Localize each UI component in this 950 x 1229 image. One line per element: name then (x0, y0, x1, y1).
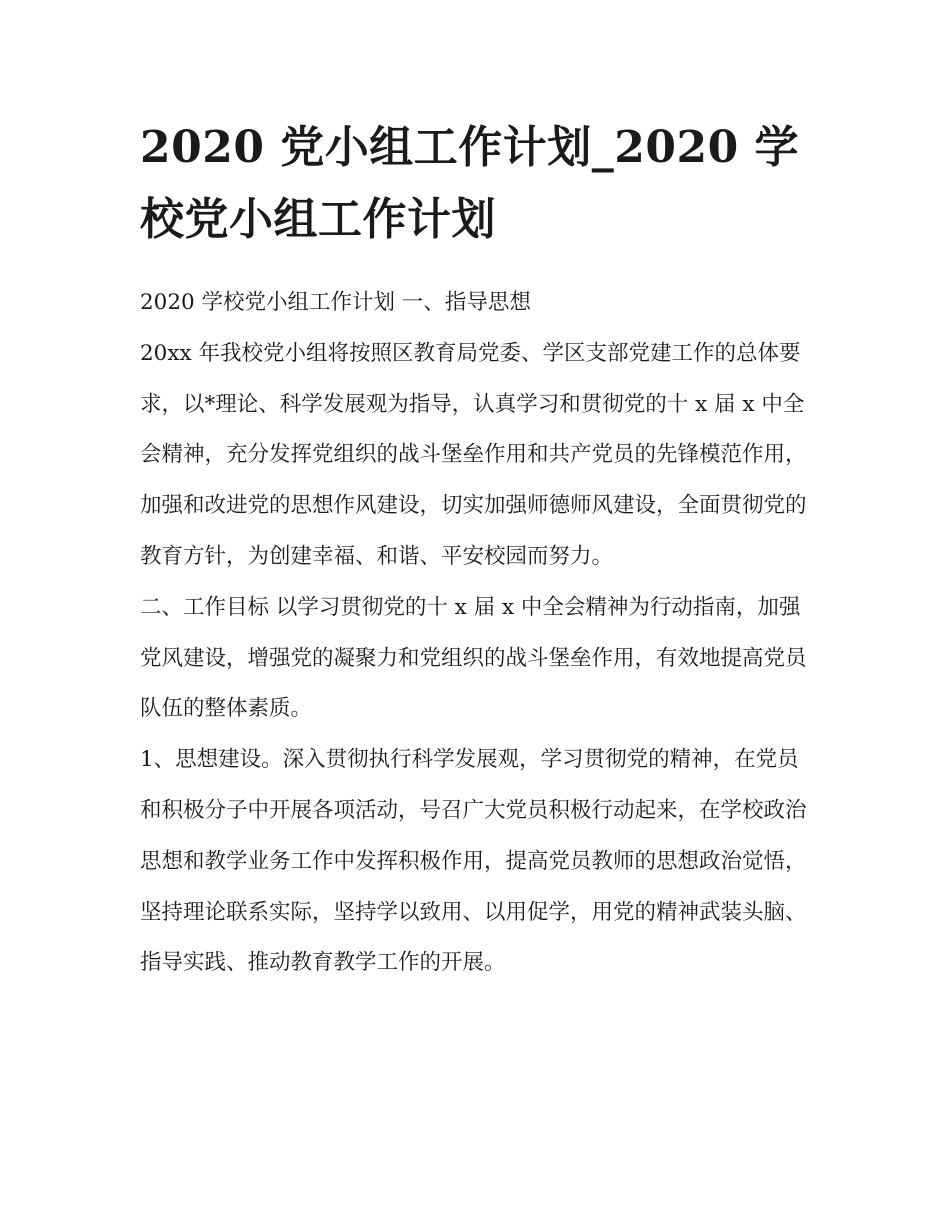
paragraph-overall-plan: 20xx 年我校党小组将按照区教育局党委、学区支部党建工作的总体要求，以*理论、科学发展观为指导，认真学习和贯彻党的十 x 届 x 中全会精神，充分发挥党组织的战斗堡垒作用和共产党员的先锋模范作用，加强和改进党的思想作风建设，切实加强师德师风建设，全面贯彻党的教育方针，为创建幸福、和谐、平安校园而努力。 (140, 340, 807, 569)
document-page (140, 112, 820, 989)
paragraph-guiding-ideology: 2020 学校党小组工作计划 一、指导思想 (140, 290, 531, 315)
paragraph-ideological-building: 1、思想建设。深入贯彻执行科学发展观，学习贯彻党的精神，在党员和积极分子中开展各项活动，号召广大党员积极行动起来，在学校政治思想和教学业务工作中发挥积极作用，提高党员教师的思想政治觉悟，坚持理论联系实际，坚持学以致用、以用促学，用党的精神武装头脑、指导实践、推动教育教学工作的开展。 (140, 747, 807, 976)
document-title: 2020 党小组工作计划_2020 学校党小组工作计划 (140, 122, 800, 245)
document-body (140, 278, 820, 989)
paragraph-work-goals: 二、工作目标 以学习贯彻党的十 x 届 x 中全会精神为行动指南，加强党风建设，增强党的凝聚力和党组织的战斗堡垒作用，有效地提高党员队伍的整体素质。 (140, 594, 807, 722)
